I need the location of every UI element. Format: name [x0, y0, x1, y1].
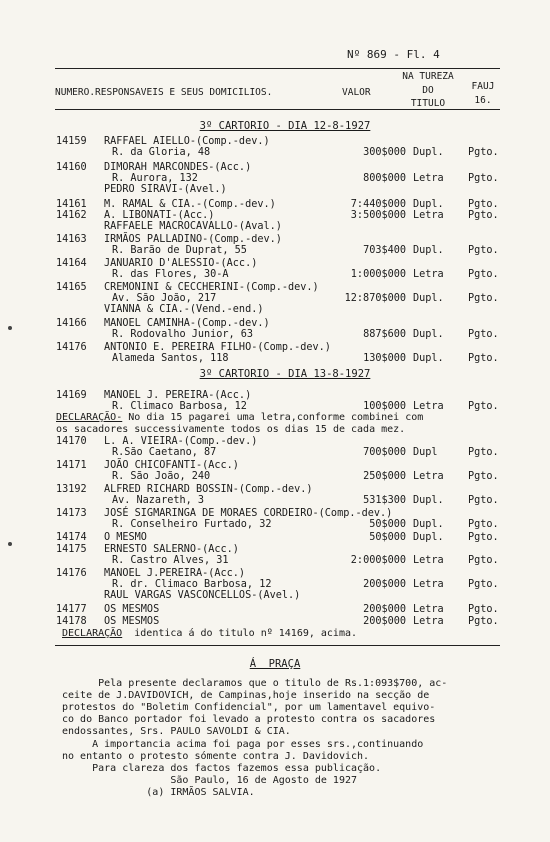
entry-address: R.São Caetano, 87	[112, 447, 217, 458]
page-reference: Nº 869 - Fl. 4	[347, 48, 440, 61]
entry-status: Pgto.	[468, 269, 499, 280]
entry-natureza: Dupl.	[413, 245, 444, 256]
entry-valor: 12:870$000	[344, 293, 406, 304]
column-header-valor: VALOR	[342, 87, 371, 98]
entry-valor: 200$000	[363, 616, 406, 627]
entry-address: R. São João, 240	[112, 471, 211, 482]
entry-status: Pgto.	[468, 199, 499, 210]
entry-natureza: Dupl.	[413, 353, 444, 364]
entry-status: Pgto.	[468, 604, 499, 615]
entry-valor: 700$000	[363, 447, 406, 458]
entry-responsavel: MANOEL CAMINHA-(Comp.-dev.)	[104, 318, 270, 329]
column-header-fl-1: FAUJ	[471, 81, 495, 92]
entry-number: 14173	[56, 508, 87, 519]
entry-natureza: Dupl	[413, 447, 438, 458]
entry-number: 14176	[56, 568, 87, 579]
header-rule-bottom	[55, 109, 500, 110]
entry-avalista: RAUL VARGAS VASCONCELLOS-(Avel.)	[104, 590, 301, 601]
entry-valor: 531$300	[363, 495, 406, 506]
entry-valor: 300$000	[363, 147, 406, 158]
entry-address: R. Conselheiro Furtado, 32	[112, 519, 272, 530]
column-header-natureza-3: TITULO	[410, 98, 446, 109]
entry-number: 14176	[56, 342, 87, 353]
entry-responsavel: IRMÃOS PALLADINO-(Comp.-dev.)	[104, 234, 282, 245]
section-title-cartorio-1: 3º CARTORIO - DIA 12-8-1927	[199, 120, 371, 132]
praca-title: Á PRAÇA	[249, 658, 301, 670]
entry-number: 14160	[56, 162, 87, 173]
entry-status: Pgto.	[468, 147, 499, 158]
entry-valor: 200$000	[363, 579, 406, 590]
entry-status: Pgto.	[468, 471, 499, 482]
entry-number: 14174	[56, 532, 87, 543]
entry-status: Pgto.	[468, 495, 499, 506]
entry-natureza: Dupl.	[413, 329, 444, 340]
entry-valor: 1:000$000	[350, 269, 406, 280]
entry-responsavel: A. LIBONATI-(Acc.)	[104, 210, 215, 221]
entry-status: Pgto.	[468, 616, 499, 627]
entry-responsavel: M. RAMAL & CIA.-(Comp.-dev.)	[104, 199, 276, 210]
entry-number: 14177	[56, 604, 87, 615]
entry-natureza: Letra	[413, 555, 444, 566]
entry-address: R. Aurora, 132	[112, 173, 198, 184]
entry-valor: 130$000	[363, 353, 406, 364]
entry-responsavel: OS MESMOS	[104, 616, 160, 627]
entry-status: Pgto.	[468, 447, 499, 458]
entry-avalista: RAFFAELE MACROCAVALLO-(Aval.)	[104, 221, 282, 232]
entry-responsavel: JANUARIO D'ALESSIO-(Acc.)	[104, 258, 258, 269]
entry-address: R. dr. Climaco Barbosa, 12	[112, 579, 272, 590]
entry-status: Pgto.	[468, 245, 499, 256]
praca-line: no entanto o protesto sómente contra J. Davidovich.	[62, 751, 370, 762]
praca-line: ceite de J.DAVIDOVICH, de Campinas,hoje inserido na secção de	[62, 690, 430, 701]
entry-natureza: Dupl.	[413, 495, 444, 506]
entry-natureza: Letra	[413, 604, 444, 615]
entry-address: Av. Nazareth, 3	[112, 495, 205, 506]
entry-natureza: Dupl.	[413, 293, 444, 304]
entry-number: 14159	[56, 136, 87, 147]
entry-valor: 100$000	[363, 401, 406, 412]
entry-status: Pgto.	[468, 293, 499, 304]
entry-valor: 50$000	[369, 532, 406, 543]
entry-valor: 2:000$000	[350, 555, 406, 566]
entry-number: 14166	[56, 318, 87, 329]
entry-number: 14161	[56, 199, 87, 210]
entry-natureza: Letra	[413, 269, 444, 280]
entry-responsavel: JOSÉ SIGMARINGA DE MORAES CORDEIRO-(Comp.-dev.)	[104, 508, 393, 519]
column-header-natureza-1: NA TUREZA	[402, 71, 454, 82]
praca-line: endossantes, Srs. PAULO SAVOLDI & CIA.	[62, 726, 291, 737]
praca-line: Pela presente declaramos que o titulo de Rs.1:093$700, ac-	[62, 678, 448, 689]
entry-valor: 703$400	[363, 245, 406, 256]
entry-responsavel: JOÃO CHICOFANTI-(Acc.)	[104, 460, 239, 471]
entry-natureza: Letra	[413, 173, 444, 184]
declaracao-2	[62, 629, 357, 639]
entry-status: Pgto.	[468, 401, 499, 412]
entry-address: Alameda Santos, 118	[112, 353, 229, 364]
declaracao-1-text-1: No dia 15 pagarei uma letra,conforme combinei com	[122, 412, 424, 423]
entry-address: R. Climaco Barbosa, 12	[112, 401, 247, 412]
entry-responsavel: ALFRED RICHARD BOSSIN-(Comp.-dev.)	[104, 484, 313, 495]
entry-status: Pgto.	[468, 210, 499, 221]
entry-number: 14164	[56, 258, 87, 269]
declaracao-1-line-1	[56, 413, 423, 423]
entry-number: 14171	[56, 460, 87, 471]
entry-address: R. Rodovalho Junior, 63	[112, 329, 254, 340]
entry-status: Pgto.	[468, 555, 499, 566]
entry-natureza: Dupl.	[413, 532, 444, 543]
entry-valor: 250$000	[363, 471, 406, 482]
entry-number: 14163	[56, 234, 87, 245]
entry-valor: 887$600	[363, 329, 406, 340]
praca-line: protestos do "Boletim Confidencial", por um lamentavel equivo-	[62, 702, 436, 713]
entry-number: 13192	[56, 484, 87, 495]
entry-valor: 3:500$000	[350, 210, 406, 221]
entry-status: Pgto.	[468, 519, 499, 530]
column-header-fl-2: 16.	[474, 95, 492, 106]
entry-number: 14175	[56, 544, 87, 555]
entry-number: 14169	[56, 390, 87, 401]
praca-line: (a) IRMÃOS SALVIA.	[62, 787, 255, 798]
entry-avalista: PEDRO SIRAVI-(Avel.)	[104, 184, 227, 195]
entry-natureza: Letra	[413, 401, 444, 412]
entry-natureza: Dupl.	[413, 147, 444, 158]
entry-responsavel: CREMONINI & CECCHERINI-(Comp.-dev.)	[104, 282, 319, 293]
section-title-cartorio-2: 3º CARTORIO - DIA 13-8-1927	[199, 368, 371, 380]
entry-address: Av. São João, 217	[112, 293, 217, 304]
entry-responsavel: O MESMO	[104, 532, 147, 543]
entry-responsavel: OS MESMOS	[104, 604, 160, 615]
entry-number: 14170	[56, 436, 87, 447]
entry-valor: 50$000	[369, 519, 406, 530]
declaracao-2-text: identica á do titulo nº 14169, acima.	[122, 628, 358, 639]
entry-responsavel: ERNESTO SALERNO-(Acc.)	[104, 544, 239, 555]
margin-mark	[8, 326, 12, 330]
declaracao-1-line-2: os sacadores successivamente todos os dias 15 de cada mez.	[56, 424, 406, 435]
entry-valor: 7:440$000	[350, 199, 406, 210]
entry-status: Pgto.	[468, 579, 499, 590]
entry-status: Pgto.	[468, 532, 499, 543]
entry-number: 14178	[56, 616, 87, 627]
entry-address: R. da Gloria, 48	[112, 147, 211, 158]
praca-line: São Paulo, 16 de Agosto de 1927	[62, 775, 358, 786]
rule-before-praca	[55, 645, 500, 646]
entry-address: R. das Flores, 30-A	[112, 269, 229, 280]
entry-status: Pgto.	[468, 353, 499, 364]
entry-address: R. Castro Alves, 31	[112, 555, 229, 566]
column-header-natureza-2: DO	[422, 85, 434, 96]
margin-mark	[8, 542, 12, 546]
entry-natureza: Letra	[413, 471, 444, 482]
entry-natureza: Letra	[413, 616, 444, 627]
entry-responsavel: MANOEL J. PEREIRA-(Acc.)	[104, 390, 252, 401]
entry-responsavel: ANTONIO E. PEREIRA FILHO-(Comp.-dev.)	[104, 342, 331, 353]
entry-number: 14162	[56, 210, 87, 221]
entry-address: R. Barão de Duprat, 55	[112, 245, 247, 256]
entry-natureza: Dupl.	[413, 199, 444, 210]
entry-responsavel: RAFFAEL AIELLO-(Comp.-dev.)	[104, 136, 270, 147]
entry-valor: 200$000	[363, 604, 406, 615]
entry-status: Pgto.	[468, 173, 499, 184]
entry-avalista: VIANNA & CIA.-(Vend.-end.)	[104, 304, 264, 315]
entry-number: 14165	[56, 282, 87, 293]
praca-line: co do Banco portador foi levado a protesto contra os sacadores	[62, 714, 436, 725]
entry-responsavel: L. A. VIEIRA-(Comp.-dev.)	[104, 436, 258, 447]
declaracao-1-label: DECLARAÇÃO-	[56, 412, 123, 423]
entry-natureza: Letra	[413, 579, 444, 590]
header-rule-top	[55, 68, 500, 69]
entry-natureza: Letra	[413, 210, 444, 221]
entry-status: Pgto.	[468, 329, 499, 340]
column-header-responsaveis: NUMERO.RESPONSAVEIS E SEUS DOMICILIOS.	[55, 87, 273, 98]
entry-natureza: Dupl.	[413, 519, 444, 530]
entry-valor: 800$000	[363, 173, 406, 184]
entry-responsavel: DIMORAH MARCONDES-(Acc.)	[104, 162, 252, 173]
praca-line: Para clareza dos factos fazemos essa publicação.	[62, 763, 382, 774]
entry-responsavel: MANOEL J.PEREIRA-(Acc.)	[104, 568, 246, 579]
praca-line: A importancia acima foi paga por esses srs.,continuando	[62, 739, 424, 750]
declaracao-2-label: DECLARAÇÃO	[62, 628, 123, 639]
